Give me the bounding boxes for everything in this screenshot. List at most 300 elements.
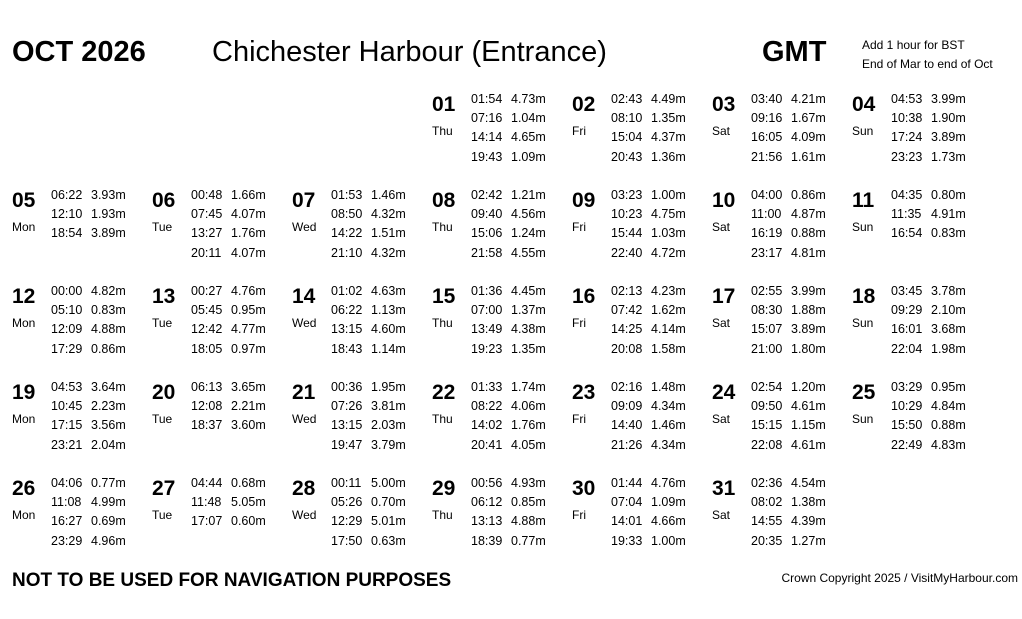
day-number: 07 (292, 189, 316, 212)
tide-entry (51, 224, 126, 243)
tide-time: 18:43 (331, 341, 363, 356)
tide-time: 07:26 (331, 399, 363, 414)
tide-entry (471, 320, 546, 339)
tide-height: 5.01m (371, 514, 406, 529)
tide-entry (751, 512, 826, 531)
tide-entry (611, 320, 686, 339)
tide-time: 08:50 (331, 207, 363, 222)
day-of-week: Fri (572, 412, 586, 426)
tide-entry (331, 244, 406, 263)
tide-entry (611, 224, 686, 243)
day-number: 01 (432, 93, 456, 116)
tide-time: 11:35 (891, 207, 922, 222)
tide-entry (611, 109, 686, 128)
tide-height: 1.46m (371, 188, 406, 202)
tide-entry (191, 397, 266, 416)
tide-time: 08:22 (471, 399, 503, 414)
tide-time: 19:43 (471, 149, 503, 164)
tide-time: 20:41 (471, 437, 503, 452)
tide-time: 23:21 (51, 437, 83, 452)
day-cell (572, 284, 712, 374)
tide-height: 0.63m (371, 533, 406, 548)
tide-entry (51, 282, 126, 301)
tide-entry (891, 436, 966, 455)
tide-entry (611, 512, 686, 531)
tide-time: 23:29 (51, 533, 83, 548)
tide-entry (611, 128, 686, 147)
day-of-week: Sat (712, 124, 731, 138)
tide-height: 0.95m (931, 380, 966, 394)
tide-time: 09:40 (471, 207, 503, 222)
tide-entry (191, 474, 266, 493)
tide-time: 19:33 (611, 533, 643, 548)
tide-height: 3.79m (371, 437, 406, 452)
day-of-week: Fri (572, 508, 586, 522)
tide-height: 1.74m (511, 380, 546, 394)
tide-entry (751, 301, 826, 320)
day-number: 04 (852, 93, 876, 116)
tide-height: 0.80m (931, 188, 966, 202)
tide-time: 18:54 (51, 226, 83, 241)
day-number: 26 (12, 477, 36, 500)
day-of-week: Wed (292, 508, 317, 522)
tide-height: 4.87m (791, 207, 826, 222)
day-cell (12, 284, 152, 374)
tide-height: 1.20m (791, 380, 826, 394)
tide-time: 19:23 (471, 341, 503, 356)
tide-list (191, 378, 266, 436)
day-cell (852, 380, 992, 470)
tide-time: 20:11 (191, 245, 222, 260)
day-cell (432, 92, 572, 182)
tide-entry (611, 282, 686, 301)
tide-time: 15:15 (751, 418, 783, 433)
tide-time: 14:14 (471, 130, 503, 145)
tide-height: 3.81m (371, 399, 406, 414)
day-number: 29 (432, 477, 456, 500)
tide-height: 4.21m (791, 92, 826, 106)
tide-height: 2.04m (91, 437, 126, 452)
day-cell (712, 380, 852, 470)
tide-height: 4.72m (651, 245, 686, 260)
tide-list (751, 474, 826, 551)
navigation-disclaimer: NOT TO BE USED FOR NAVIGATION PURPOSES (12, 570, 452, 591)
page-title-month: OCT 2026 (12, 36, 146, 68)
tide-height: 1.90m (931, 111, 966, 126)
tide-height: 4.88m (511, 514, 546, 529)
tide-list (331, 186, 406, 263)
tide-entry (331, 186, 406, 205)
tide-time: 02:16 (611, 380, 643, 394)
tide-entry (471, 282, 546, 301)
tide-time: 09:09 (611, 399, 643, 414)
tide-time: 16:05 (751, 130, 783, 145)
tide-entry (191, 282, 266, 301)
tide-time: 23:17 (751, 245, 783, 260)
tide-height: 4.54m (791, 476, 826, 490)
day-of-week: Thu (432, 316, 453, 330)
tide-height: 0.68m (231, 476, 266, 490)
tide-list (471, 90, 546, 167)
day-of-week: Wed (292, 316, 317, 330)
tide-time: 07:16 (471, 111, 503, 126)
tide-time: 11:48 (191, 495, 222, 510)
day-of-week: Fri (572, 316, 586, 330)
tide-time: 02:13 (611, 284, 643, 298)
tide-entry (611, 378, 686, 397)
tide-height: 4.09m (791, 130, 826, 145)
tide-list (51, 186, 126, 244)
tide-time: 09:29 (891, 303, 923, 318)
tide-time: 04:53 (51, 380, 83, 394)
tide-time: 17:07 (191, 514, 223, 529)
tide-height: 1.00m (651, 533, 686, 548)
tide-entry (611, 340, 686, 359)
tide-entry (751, 186, 826, 205)
day-cell (432, 188, 572, 278)
tide-time: 17:24 (891, 130, 923, 145)
tide-time: 18:37 (191, 418, 223, 433)
tide-time: 08:30 (751, 303, 783, 318)
tide-entry (331, 493, 406, 512)
tide-list (891, 282, 966, 359)
tide-time: 17:29 (51, 341, 83, 356)
tide-entry (471, 416, 546, 435)
tide-entry (611, 90, 686, 109)
tide-height: 4.61m (791, 437, 826, 452)
day-cell (432, 476, 572, 566)
tide-time: 13:15 (331, 418, 363, 433)
tide-height: 1.95m (371, 380, 406, 394)
tide-height: 1.04m (511, 111, 546, 126)
tide-entry (751, 532, 826, 551)
day-cell (572, 380, 712, 470)
tide-height: 4.05m (511, 437, 546, 452)
tide-time: 22:49 (891, 437, 923, 452)
timezone-label: GMT (762, 36, 827, 68)
tide-height: 3.60m (231, 418, 266, 433)
tide-time: 12:09 (51, 322, 83, 337)
tide-height: 4.66m (651, 514, 686, 529)
tide-entry (891, 148, 966, 167)
tide-height: 4.76m (651, 476, 686, 490)
tide-height: 0.77m (511, 533, 546, 548)
tide-entry (51, 512, 126, 531)
tide-time: 00:56 (471, 476, 503, 490)
day-number: 16 (572, 285, 596, 308)
day-number: 20 (152, 381, 176, 404)
tide-entry (51, 436, 126, 455)
day-cell (292, 380, 432, 470)
tide-entry (891, 90, 966, 109)
tide-list (191, 282, 266, 359)
tide-entry (891, 340, 966, 359)
day-of-week: Mon (12, 316, 36, 330)
tide-time: 20:35 (751, 533, 783, 548)
tide-height: 4.65m (511, 130, 546, 145)
tide-height: 1.21m (511, 188, 546, 202)
tide-height: 4.34m (651, 399, 686, 414)
tide-time: 00:36 (331, 380, 363, 394)
tide-entry (611, 397, 686, 416)
tide-entry (51, 397, 126, 416)
tide-time: 13:15 (331, 322, 363, 337)
tide-entry (611, 436, 686, 455)
tide-height: 3.68m (931, 322, 966, 337)
tide-time: 04:00 (751, 188, 783, 202)
day-cell (572, 476, 712, 566)
tide-height: 4.63m (371, 284, 406, 298)
day-number: 15 (432, 285, 456, 308)
tide-list (751, 378, 826, 455)
day-cell (152, 380, 292, 470)
tide-time: 10:29 (891, 399, 923, 414)
tide-height: 2.03m (371, 418, 406, 433)
tide-entry (51, 186, 126, 205)
tide-time: 07:00 (471, 303, 503, 318)
tide-time: 21:56 (751, 149, 783, 164)
tide-time: 12:08 (191, 399, 223, 414)
tide-list (471, 186, 546, 263)
tide-time: 21:58 (471, 245, 503, 260)
tide-list (611, 186, 686, 263)
tide-entry (471, 493, 546, 512)
tide-height: 3.89m (91, 226, 126, 241)
bst-note-line-2: End of Mar to end of Oct (862, 57, 993, 71)
tide-time: 03:29 (891, 380, 923, 394)
tide-height: 4.73m (511, 92, 546, 106)
tide-height: 3.64m (91, 380, 126, 394)
day-of-week: Wed (292, 412, 317, 426)
tide-time: 11:08 (51, 495, 82, 510)
tide-height: 4.39m (791, 514, 826, 529)
tide-height: 3.99m (791, 284, 826, 298)
tide-list (611, 282, 686, 359)
tide-time: 19:47 (331, 437, 363, 452)
day-cell (712, 284, 852, 374)
day-number: 24 (712, 381, 736, 404)
tide-height: 1.76m (231, 226, 266, 241)
tide-time: 07:45 (191, 207, 223, 222)
tide-entry (471, 109, 546, 128)
tide-height: 5.00m (371, 476, 406, 490)
day-number: 22 (432, 381, 456, 404)
day-cell (12, 380, 152, 470)
tide-height: 0.88m (931, 418, 966, 433)
tide-time: 22:08 (751, 437, 783, 452)
tide-time: 21:00 (751, 341, 783, 356)
tide-entry (471, 128, 546, 147)
tide-entry (331, 378, 406, 397)
tide-entry (471, 148, 546, 167)
tide-height: 1.46m (651, 418, 686, 433)
tide-time: 14:55 (751, 514, 783, 529)
tide-time: 15:06 (471, 226, 503, 241)
tide-time: 06:22 (51, 188, 83, 202)
tide-time: 01:44 (611, 476, 643, 490)
tide-height: 1.88m (791, 303, 826, 318)
tide-list (191, 474, 266, 532)
tide-entry (611, 532, 686, 551)
tide-time: 00:00 (51, 284, 83, 298)
tide-time: 01:33 (471, 380, 503, 394)
tide-height: 3.56m (91, 418, 126, 433)
day-of-week: Sun (852, 220, 874, 234)
tide-time: 14:22 (331, 226, 363, 241)
tide-entry (751, 320, 826, 339)
tide-time: 12:42 (191, 322, 223, 337)
day-number: 27 (152, 477, 176, 500)
tide-entry (471, 474, 546, 493)
day-of-week: Mon (12, 412, 36, 426)
tide-entry (751, 474, 826, 493)
day-cell (852, 188, 992, 278)
tide-entry (891, 378, 966, 397)
tide-time: 22:04 (891, 341, 923, 356)
tide-height: 4.91m (931, 207, 966, 222)
tide-time: 04:53 (891, 92, 923, 106)
tide-entry (331, 224, 406, 243)
tide-entry (191, 301, 266, 320)
tide-time: 17:50 (331, 533, 363, 548)
day-number: 09 (572, 189, 596, 212)
tide-time: 20:08 (611, 341, 643, 356)
tide-entry (191, 205, 266, 224)
tide-time: 17:15 (51, 418, 83, 433)
tide-entry (191, 320, 266, 339)
tide-time: 16:01 (891, 322, 923, 337)
tide-height: 1.03m (651, 226, 686, 241)
tide-entry (191, 186, 266, 205)
tide-height: 1.36m (651, 149, 686, 164)
tide-entry (751, 436, 826, 455)
tide-entry (51, 320, 126, 339)
tide-height: 4.32m (371, 245, 406, 260)
tide-entry (751, 205, 826, 224)
tide-height: 4.23m (651, 284, 686, 298)
tide-entry (611, 148, 686, 167)
day-cell (292, 284, 432, 374)
tide-time: 15:04 (611, 130, 643, 145)
tide-time: 15:44 (611, 226, 643, 241)
tide-time: 02:43 (611, 92, 643, 106)
tide-list (51, 282, 126, 359)
tide-height: 3.93m (91, 188, 126, 202)
tide-height: 1.35m (651, 111, 686, 126)
tide-time: 13:49 (471, 322, 503, 337)
day-cell (12, 188, 152, 278)
day-number: 25 (852, 381, 876, 404)
tide-time: 02:42 (471, 188, 503, 202)
tide-height: 1.27m (791, 533, 826, 548)
tide-height: 0.70m (371, 495, 406, 510)
tide-entry (891, 186, 966, 205)
tide-time: 18:39 (471, 533, 503, 548)
tide-height: 0.83m (91, 303, 126, 318)
tide-height: 0.69m (91, 514, 126, 529)
tide-height: 2.21m (231, 399, 266, 414)
tide-entry (751, 128, 826, 147)
tide-height: 4.14m (651, 322, 686, 337)
tide-time: 09:16 (751, 111, 783, 126)
tide-list (331, 282, 406, 359)
tide-list (751, 186, 826, 263)
tide-time: 21:10 (331, 245, 363, 260)
tide-entry (331, 340, 406, 359)
tide-height: 1.09m (651, 495, 686, 510)
tide-entry (331, 416, 406, 435)
day-number: 13 (152, 285, 176, 308)
tide-entry (471, 301, 546, 320)
day-of-week: Sat (712, 412, 731, 426)
tide-height: 1.67m (791, 111, 826, 126)
day-of-week: Sat (712, 220, 731, 234)
day-number: 30 (572, 477, 596, 500)
tide-time: 23:23 (891, 149, 923, 164)
tide-entry (891, 205, 966, 224)
day-of-week: Fri (572, 124, 586, 138)
tide-height: 1.51m (371, 226, 406, 241)
tide-entry (331, 512, 406, 531)
tide-entry (471, 436, 546, 455)
tide-height: 1.58m (651, 341, 686, 356)
tide-time: 14:40 (611, 418, 643, 433)
tide-entry (611, 474, 686, 493)
day-number: 08 (432, 189, 456, 212)
tide-entry (471, 90, 546, 109)
tide-time: 04:06 (51, 476, 83, 490)
tide-time: 08:02 (751, 495, 783, 510)
tide-time: 14:01 (611, 514, 643, 529)
tide-entry (471, 244, 546, 263)
tide-height: 4.83m (931, 437, 966, 452)
day-number: 06 (152, 189, 176, 212)
day-cell (712, 92, 852, 182)
tide-list (471, 282, 546, 359)
tide-time: 03:45 (891, 284, 923, 298)
tide-height: 4.55m (511, 245, 546, 260)
day-of-week: Sun (852, 412, 874, 426)
tide-entry (51, 493, 126, 512)
tide-entry (191, 340, 266, 359)
tide-height: 0.85m (511, 495, 546, 510)
tide-time: 02:36 (751, 476, 783, 490)
tide-height: 2.23m (91, 399, 126, 414)
day-number: 21 (292, 381, 316, 404)
day-cell (12, 476, 152, 566)
tide-list (471, 378, 546, 455)
tide-height: 1.98m (931, 341, 966, 356)
tide-entry (331, 320, 406, 339)
day-of-week: Thu (432, 508, 453, 522)
location-title: Chichester Harbour (Entrance) (212, 36, 607, 68)
tide-height: 4.96m (91, 533, 126, 548)
tide-height: 0.83m (931, 226, 966, 241)
tide-height: 4.84m (931, 399, 966, 414)
tide-height: 1.13m (371, 303, 406, 318)
tide-height: 0.95m (231, 303, 266, 318)
tide-entry (611, 493, 686, 512)
tide-time: 02:55 (751, 284, 783, 298)
tide-list (331, 378, 406, 455)
tide-time: 06:13 (191, 380, 223, 394)
tide-list (331, 474, 406, 551)
tide-entry (471, 397, 546, 416)
tide-entry (331, 532, 406, 551)
day-cell (432, 380, 572, 470)
tide-height: 3.89m (931, 130, 966, 145)
tide-height: 4.07m (231, 207, 266, 222)
